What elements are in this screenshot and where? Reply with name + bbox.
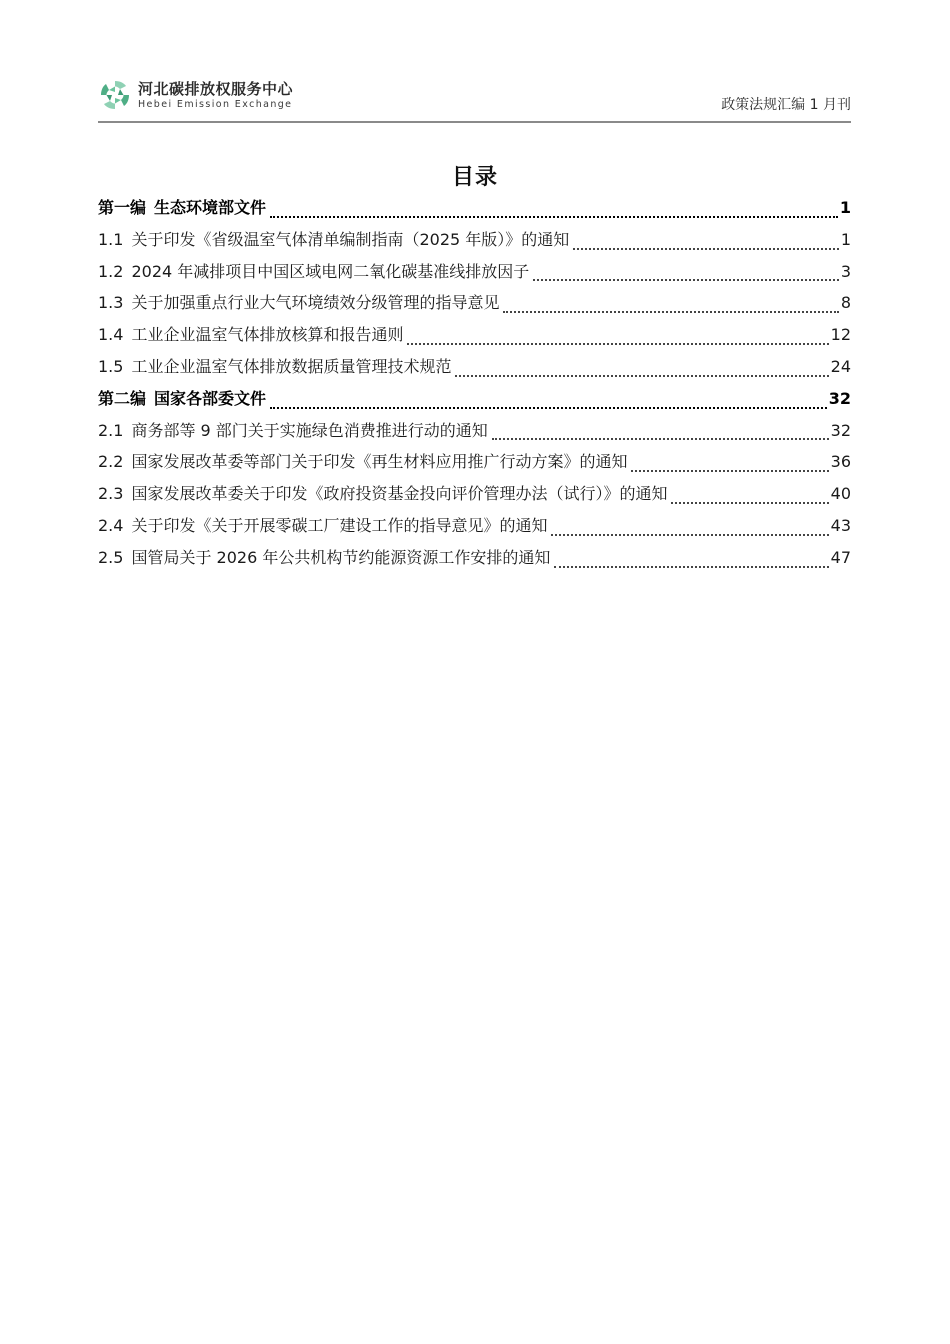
toc-entry-page: 32: [830, 420, 851, 440]
dot-leader: [554, 566, 828, 568]
toc-entry-title: 关于印发《省级温室气体清单编制指南（2025 年版）》的通知: [131, 229, 570, 249]
toc-entry-number: 2.2: [98, 452, 124, 472]
page-header: [98, 76, 851, 122]
toc-entry-title: 工业企业温室气体排放核算和报告通则: [131, 325, 404, 345]
toc-entry-title: 国家各部委文件: [154, 388, 267, 408]
toc-entry-page: 24: [830, 356, 851, 376]
toc-entry-page: 1: [840, 229, 851, 249]
toc-entry-2-4[interactable]: [98, 513, 851, 545]
toc-entry-1-4[interactable]: [98, 322, 851, 354]
toc-entry-title: 关于印发《关于开展零碳工厂建设工作的指导意见》的通知: [131, 515, 548, 535]
toc-entry-1-3[interactable]: [98, 290, 851, 322]
dot-leader: [573, 248, 839, 250]
org-logo: [98, 78, 293, 112]
toc-entry-2-1[interactable]: [98, 418, 851, 450]
toc-entry-page: 40: [830, 484, 851, 504]
toc-entry-section-1[interactable]: [98, 195, 851, 227]
toc-entry-title: 国家发展改革委等部门关于印发《再生材料应用推广行动方案》的通知: [131, 452, 628, 472]
header-divider: [98, 121, 851, 123]
toc-entry-number: 1.4: [98, 325, 124, 345]
dot-leader: [270, 216, 838, 218]
org-name-cn: 河北碳排放权服务中心: [138, 79, 294, 98]
toc-entry-number: 2.3: [98, 484, 124, 504]
dot-leader: [671, 502, 828, 504]
toc-entry-title: 2024 年减排项目中国区域电网二氧化碳基准线排放因子: [131, 261, 530, 281]
toc-entry-number: 2.5: [98, 547, 124, 567]
toc-entry-1-5[interactable]: [98, 354, 851, 386]
toc-entry-number: 第二编: [98, 388, 147, 408]
toc-entry-page: 3: [840, 261, 851, 281]
toc-entry-number: 1.1: [98, 229, 124, 249]
toc-entry-page: 36: [830, 452, 851, 472]
dot-leader: [631, 470, 828, 472]
toc-entry-title: 国家发展改革委关于印发《政府投资基金投向评价管理办法（试行）》的通知: [131, 484, 668, 504]
toc-entry-2-3[interactable]: [98, 481, 851, 513]
toc-entry-section-2[interactable]: [98, 386, 851, 418]
toc-entry-number: 1.3: [98, 293, 124, 313]
toc-entry-title: 生态环境部文件: [154, 198, 267, 217]
toc-entry-number: 2.4: [98, 515, 124, 535]
dot-leader: [533, 279, 839, 281]
toc-entry-number: 第一编: [98, 198, 147, 217]
toc-entry-1-2[interactable]: [98, 259, 851, 291]
dot-leader: [503, 311, 838, 313]
dot-leader: [270, 407, 827, 409]
toc-entry-page: 47: [830, 547, 851, 567]
toc-entry-page: 32: [828, 388, 851, 408]
toc-entry-page: 8: [840, 293, 851, 313]
table-of-contents: [98, 195, 851, 577]
toc-entry-title: 商务部等 9 部门关于实施绿色消费推进行动的通知: [131, 420, 488, 440]
toc-entry-number: 1.5: [98, 356, 124, 376]
toc-entry-title: 工业企业温室气体排放数据质量管理技术规范: [131, 356, 452, 376]
org-name-en: Hebei Emission Exchange: [138, 98, 293, 110]
toc-entry-page: 1: [839, 198, 851, 217]
toc-entry-2-5[interactable]: [98, 545, 851, 577]
dot-leader: [492, 438, 829, 440]
publication-title: 政策法规汇编 1 月刊: [721, 97, 851, 113]
dot-leader: [407, 343, 828, 345]
dot-leader: [455, 375, 828, 377]
toc-entry-number: 2.1: [98, 420, 124, 440]
green-circular-arrows-logo-icon: [98, 78, 132, 112]
toc-entry-1-1[interactable]: [98, 227, 851, 259]
dot-leader: [551, 534, 828, 536]
toc-entry-title: 关于加强重点行业大气环境绩效分级管理的指导意见: [131, 293, 500, 313]
toc-title: 目录: [451, 165, 498, 190]
toc-entry-number: 1.2: [98, 261, 124, 281]
toc-entry-2-2[interactable]: [98, 449, 851, 481]
toc-entry-title: 国管局关于 2026 年公共机构节约能源资源工作安排的通知: [131, 547, 551, 567]
toc-entry-page: 12: [830, 325, 851, 345]
toc-entry-page: 43: [830, 515, 851, 535]
